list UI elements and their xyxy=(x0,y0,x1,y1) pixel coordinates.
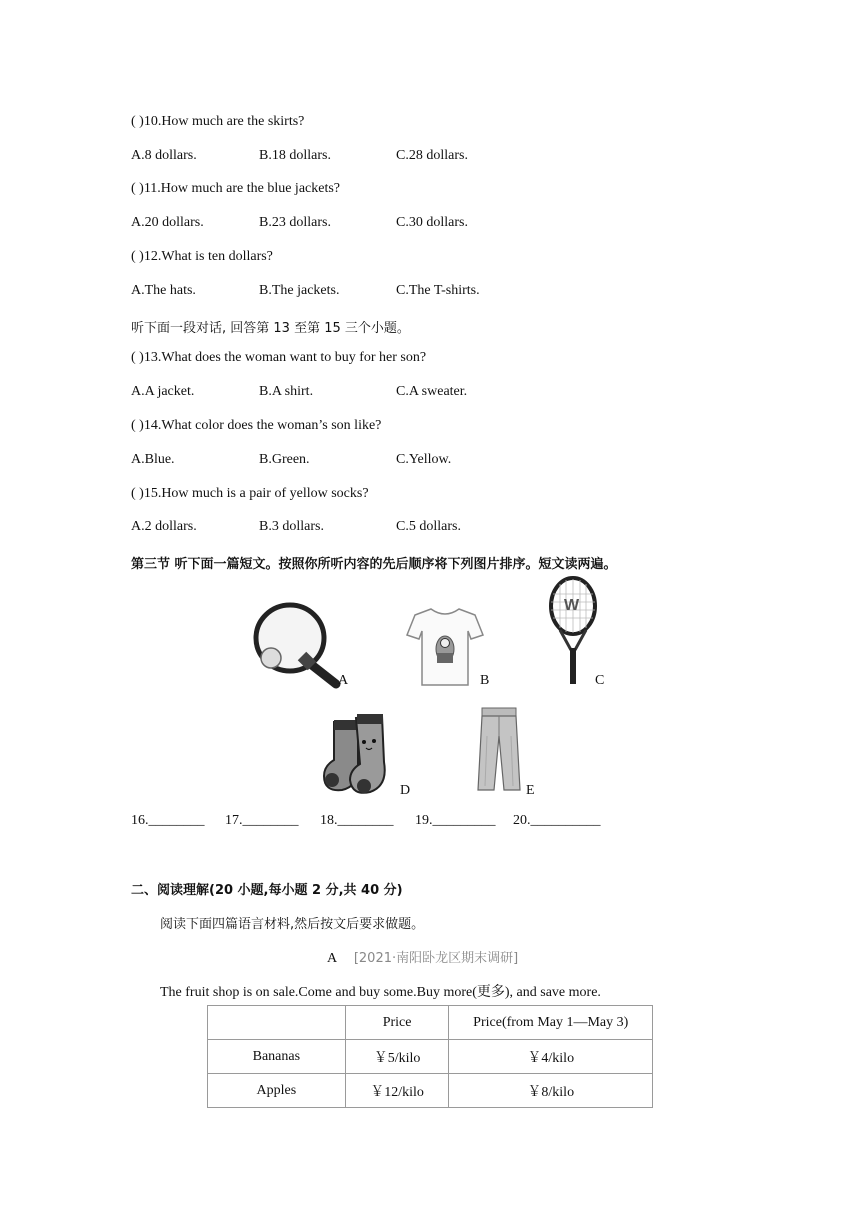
price-table xyxy=(207,1005,653,1108)
option-a: A.20 dollars. xyxy=(131,215,204,230)
table-cell: ￥5/kilo xyxy=(345,1040,449,1074)
question-14: ( )14.What color does the woman’s son like? xyxy=(131,418,382,433)
question-10: ( )10.How much are the skirts? xyxy=(131,114,305,129)
table-row xyxy=(208,1074,653,1108)
answer-blank-19[interactable]: 19._________ xyxy=(415,813,496,828)
question-11: ( )11.How much are the blue jackets? xyxy=(131,181,341,196)
passage-intro: The fruit shop is on sale.Come and buy some.Buy more(更多), and save more. xyxy=(160,985,601,1000)
option-b: B.3 dollars. xyxy=(259,519,324,534)
option-c: C.28 dollars. xyxy=(396,148,468,163)
svg-text:W: W xyxy=(564,597,580,614)
option-c: C.30 dollars. xyxy=(396,215,468,230)
table-header-row xyxy=(208,1006,653,1040)
option-b: B.18 dollars. xyxy=(259,148,331,163)
option-b: B.Green. xyxy=(259,452,310,467)
answer-blank-16[interactable]: 16.________ xyxy=(131,813,205,828)
socks-icon xyxy=(320,712,402,798)
answer-blank-17[interactable]: 17.________ xyxy=(225,813,299,828)
option-c: C.A sweater. xyxy=(396,384,468,399)
table-cell: Bananas xyxy=(208,1040,346,1074)
ping-pong-paddle-icon xyxy=(250,600,345,690)
answer-blank-20[interactable]: 20.__________ xyxy=(513,813,601,828)
option-a: A.A jacket. xyxy=(131,384,195,399)
picture-letter-d: D xyxy=(400,783,411,798)
table-cell: ￥8/kilo xyxy=(449,1074,653,1108)
part-2-title: 二、阅读理解(20 小题,每小题 2 分,共 40 分) xyxy=(131,883,403,898)
option-b: B.A shirt. xyxy=(259,384,314,399)
picture-letter-e: E xyxy=(526,783,535,798)
section-3-title: 第三节 听下面一篇短文。按照你所听内容的先后顺序将下列图片排序。短文读两遍。 xyxy=(131,557,617,572)
table-header-cell xyxy=(208,1006,346,1040)
option-b: B.The jackets. xyxy=(259,283,340,298)
picture-letter-c: C xyxy=(595,673,605,688)
passage-label xyxy=(327,947,518,967)
picture-letter-b: B xyxy=(480,673,490,688)
table-header-cell: Price(from May 1—May 3) xyxy=(449,1006,653,1040)
instruction-13-15: 听下面一段对话, 回答第 13 至第 15 三个小题。 xyxy=(131,321,410,336)
question-12: ( )12.What is ten dollars? xyxy=(131,249,273,264)
option-a: A.8 dollars. xyxy=(131,148,197,163)
table-cell: ￥4/kilo xyxy=(449,1040,653,1074)
option-c: C.The T-shirts. xyxy=(396,283,480,298)
part-2-instruction: 阅读下面四篇语言材料,然后按文后要求做题。 xyxy=(160,917,425,932)
option-a: A.2 dollars. xyxy=(131,519,197,534)
option-a: A.Blue. xyxy=(131,452,175,467)
option-a: A.The hats. xyxy=(131,283,196,298)
question-13: ( )13.What does the woman want to buy for her son? xyxy=(131,350,427,365)
table-cell: Apples xyxy=(208,1074,346,1108)
picture-letter-a: A xyxy=(338,673,349,688)
passage-letter: A xyxy=(327,951,337,966)
option-c: C.5 dollars. xyxy=(396,519,461,534)
option-b: B.23 dollars. xyxy=(259,215,331,230)
tennis-racket-icon xyxy=(546,576,600,686)
t-shirt-icon xyxy=(405,605,485,687)
option-c: C.Yellow. xyxy=(396,452,452,467)
passage-source: [2021·南阳卧龙区期末调研] xyxy=(353,951,519,966)
jeans-icon xyxy=(474,706,524,792)
answer-blank-18[interactable]: 18.________ xyxy=(320,813,394,828)
table-cell: ￥12/kilo xyxy=(345,1074,449,1108)
question-15: ( )15.How much is a pair of yellow socks? xyxy=(131,486,369,501)
table-header-cell: Price xyxy=(345,1006,449,1040)
table-row xyxy=(208,1040,653,1074)
